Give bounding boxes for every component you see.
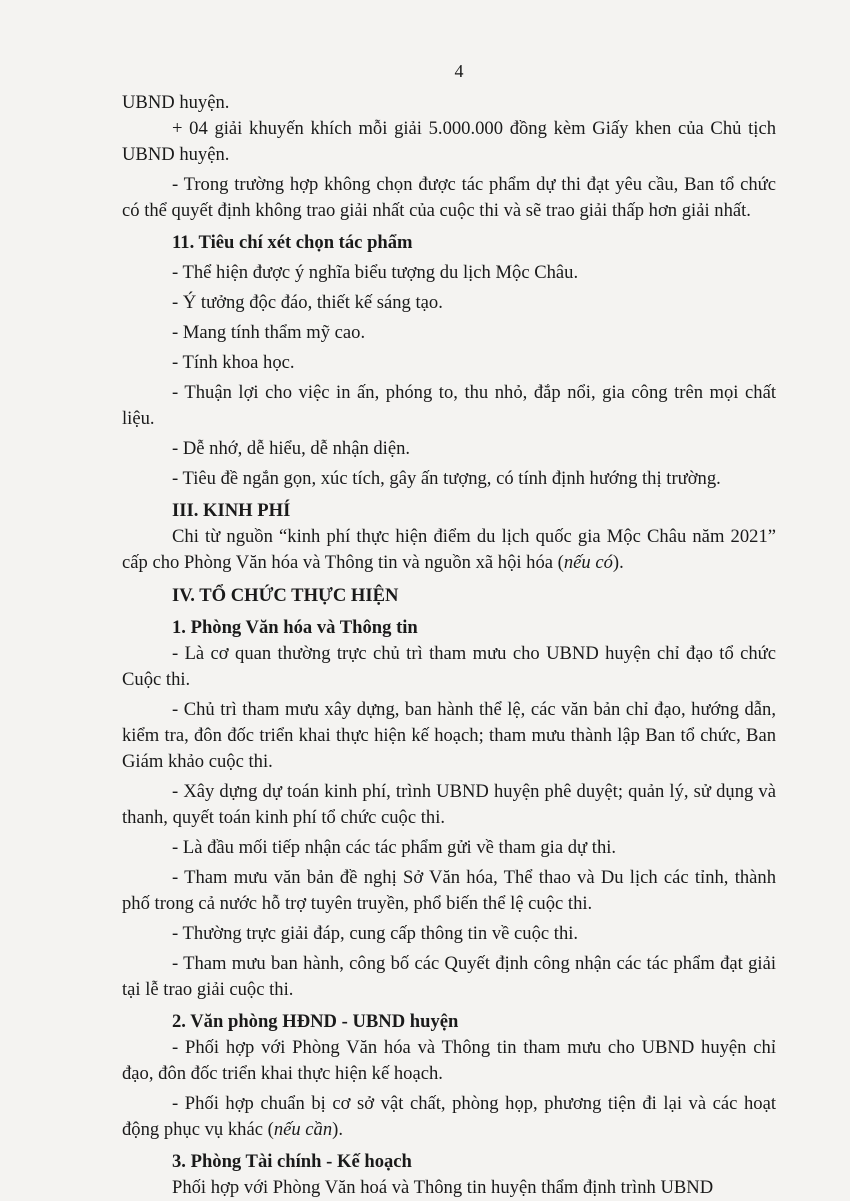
council-office-item-main: - Phối hợp chuẩn bị cơ sở vật chất, phòng họp, phương tiện đi lại và các hoạt động phục vụ khác ( <box>122 1093 776 1140</box>
culture-office-item: - Là đầu mối tiếp nhận các tác phẩm gửi về tham gia dự thi. <box>172 837 617 858</box>
culture-office-item: - Tham mưu ban hành, công bố các Quyết định công nhận các tác phẩm đạt giải tại lễ trao giải cuộc thi. <box>122 953 776 1000</box>
culture-office-item: - Tham mưu văn bản đề nghị Sở Văn hóa, Thể thao và Du lịch các tỉnh, thành phố trong cả nước hỗ trợ tuyên truyền, phổ biến thể lệ cuộc thi. <box>122 867 776 914</box>
criteria-heading: 11. Tiêu chí xét chọn tác phẩm <box>172 232 413 253</box>
prize-line: + 04 giải khuyến khích mỗi giải 5.000.000 đồng kèm Giấy khen của Chủ tịch UBND huyện. <box>122 118 776 165</box>
culture-office-heading: 1. Phòng Văn hóa và Thông tin <box>172 617 418 638</box>
culture-office-item: - Thường trực giải đáp, cung cấp thông tin về cuộc thi. <box>172 923 579 944</box>
implementation-heading: IV. TỔ CHỨC THỰC HIỆN <box>172 585 399 606</box>
council-office-heading: 2. Văn phòng HĐND - UBND huyện <box>172 1011 459 1032</box>
criteria-item: - Tiêu đề ngắn gọn, xúc tích, gây ấn tượng, có tính định hướng thị trường. <box>172 468 721 489</box>
funding-text <box>122 524 776 576</box>
criteria-item: - Tính khoa học. <box>172 352 295 373</box>
criteria-item: - Dễ nhớ, dễ hiểu, dễ nhận diện. <box>172 438 411 459</box>
prize-note: - Trong trường hợp không chọn được tác phẩm dự thi đạt yêu cầu, Ban tổ chức có thể quyết định không trao giải nhất của cuộc thi và sẽ trao giải thấp hơn giải nhất. <box>122 174 776 221</box>
criteria-item: - Mang tính thẩm mỹ cao. <box>172 322 366 343</box>
council-office-item-italic: nếu cần <box>273 1119 333 1140</box>
funding-text-italic: nếu có <box>563 552 613 573</box>
council-office-item <box>122 1091 776 1143</box>
criteria-item: - Ý tưởng độc đáo, thiết kế sáng tạo. <box>172 292 443 313</box>
funding-text-main: Chi từ nguồn “kinh phí thực hiện điểm du lịch quốc gia Mộc Châu năm 2021” cấp cho Phòng Văn hóa và Thông tin và nguồn xã hội hóa ( <box>122 526 776 573</box>
finance-office-heading: 3. Phòng Tài chính - Kế hoạch <box>172 1151 412 1172</box>
funding-heading: III. KINH PHÍ <box>172 500 291 521</box>
council-office-item-end: ). <box>332 1119 343 1140</box>
funding-text-end: ). <box>612 552 624 573</box>
finance-office-text: Phối hợp với Phòng Văn hoá và Thông tin huyện thẩm định trình UBND <box>172 1177 714 1198</box>
culture-office-item: - Chủ trì tham mưu xây dựng, ban hành thể lệ, các văn bản chỉ đạo, hướng dẫn, kiểm tra, đôn đốc triển khai thực hiện kế hoạch; tham mưu thành lập Ban tổ chức, Ban Giám khảo cuộc thi. <box>122 699 776 772</box>
page-number: 4 <box>454 61 464 81</box>
criteria-item: - Thuận lợi cho việc in ấn, phóng to, thu nhỏ, đắp nổi, gia công trên mọi chất liệu. <box>122 382 776 429</box>
intro-continuation: UBND huyện. <box>122 92 230 113</box>
culture-office-item: - Xây dựng dự toán kinh phí, trình UBND huyện phê duyệt; quản lý, sử dụng và thanh, quyết toán kinh phí tổ chức cuộc thi. <box>122 781 776 828</box>
culture-office-item: - Là cơ quan thường trực chủ trì tham mưu cho UBND huyện chỉ đạo tổ chức Cuộc thi. <box>122 643 776 690</box>
criteria-item: - Thể hiện được ý nghĩa biểu tượng du lịch Mộc Châu. <box>172 262 579 283</box>
council-office-item: - Phối hợp với Phòng Văn hóa và Thông tin tham mưu cho UBND huyện chỉ đạo, đôn đốc triển khai thực hiện kế hoạch. <box>122 1037 776 1084</box>
